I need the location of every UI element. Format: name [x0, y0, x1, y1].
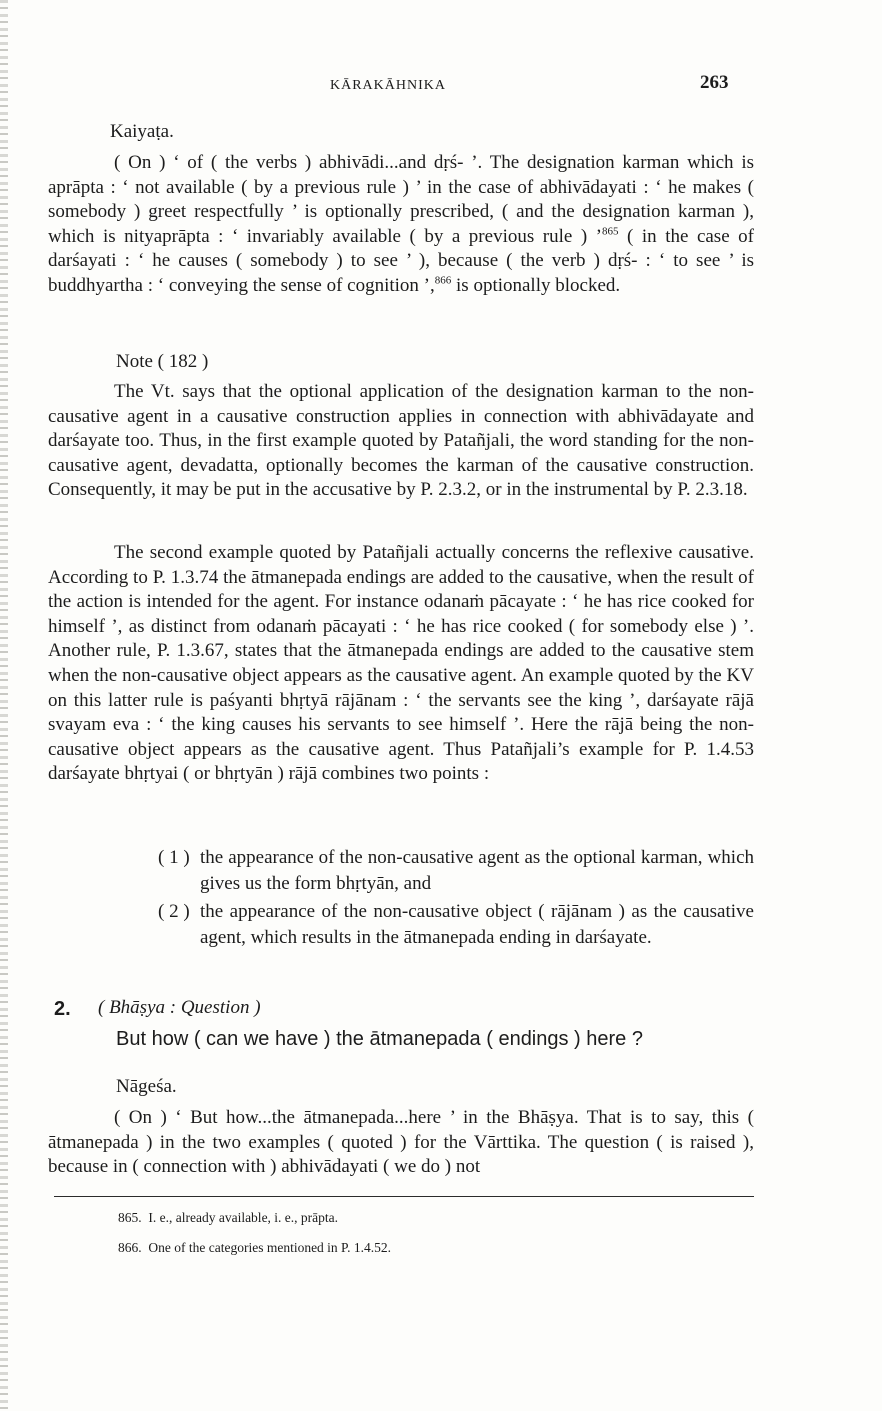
note-label: Note ( 182 ) — [116, 351, 209, 372]
footnote-866: 866. One of the categories mentioned in P. 1.4.52. — [118, 1240, 391, 1255]
section-heading: ( Bhāṣya : Question ) — [98, 997, 261, 1018]
note-paragraph-1: The Vt. says that the optional application of the designation karman to the non-causative agent in a causative construction applies in connection with abhivādayate and darśayate too. Thus, in the first example quoted by Patañjali, the word standing for the non-causative agent, devadatta, optionally becomes the karman of the causative construction. Consequently, it may be put in the accusative by P. 2.3.2, or in the instrumental by P. 2.3.18. — [48, 381, 754, 501]
kaiyata-text: ( On ) ‘ of ( the verbs ) abhivādi...and dṛś- ’. The designation karman which is aprāpta : ‘ not available ( by a previous rule ) ’ in the case of abhivādayati : ‘ he makes ( somebody ) greet respectfully ’ is optionally prescribed, ( and the designation karman ), which is nityaprāpta : ‘ invariably available ( by a previous rule ) ’$^{865}$ ( in the case of darśayati : ‘ he causes ( somebody ) to see ’ ), because ( the verb ) dṛś- : ‘ to see ’ is buddhyartha : ‘ conveying the sense of cognition ’,$^{866}$ is optionally blocked. — [48, 152, 754, 296]
list-item: ( 1 ) the appearance of the non-causative agent as the optional karman, which gives us the form bhṛtyān, and — [158, 847, 754, 894]
footnote-ref-866[interactable]: 866 — [434, 274, 452, 287]
nagesa-paragraph: ( On ) ‘ But how...the ātmanepada...here ’ in the Bhāṣya. That is to say, this ( ātmanepada ) in the two examples ( quoted ) for the Vārttika. The question ( is raised ), because in ( connection with ) abhivādayati ( we do ) not — [48, 1107, 754, 1178]
footnote-865: 865. I. e., already available, i. e., prāpta. — [118, 1210, 339, 1225]
note-paragraph-2: The second example quoted by Patañjali actually concerns the reflexive causative. According to P. 1.3.74 the ātmanepada endings are added to the causative, when the result of the action is intended for the agent. For instance odanaṁ pācayate : ‘ he has rice cooked for himself ’, as distinct from odanaṁ pācayati : ‘ he has rice cooked ( for somebody else ) ’. Another rule, P. 1.3.67, states that the ātmanepada endings are added to the causative stem when the non-causative object appears as the causative agent. An example quoted by the KV on this latter rule is paśyanti bhṛtyā rājānam : ‘ the servants see the king ’, darśayate rājā svayam eva : ‘ the king causes his servants to see himself ’. Here the rājā being the non-causative object appears as the causative agent. Thus Patañjali’s example for P. 1.4.53 darśayate bhṛtyai ( or bhṛtyān ) rājā combines two points : — [48, 542, 754, 785]
nagesa-label: Nāgeśa. — [116, 1076, 177, 1097]
page-number: 263 — [700, 72, 729, 93]
kaiyata-label: Kaiyaṭa. — [110, 121, 174, 142]
kaiyata-paragraph — [48, 151, 754, 299]
footnote-divider — [54, 1196, 754, 1197]
section-number: 2. — [54, 998, 71, 1020]
running-header: KĀRAKĀHNIKA — [330, 78, 446, 93]
bhasya-question: But how ( can we have ) the ātmanepada ( endings ) here ? — [116, 1028, 643, 1050]
list-item: ( 2 ) the appearance of the non-causative object ( rājānam ) as the causative agent, which results in the ātmanepada ending in darśayate. — [158, 901, 754, 948]
footnote-ref-865[interactable]: 865 — [602, 225, 619, 238]
